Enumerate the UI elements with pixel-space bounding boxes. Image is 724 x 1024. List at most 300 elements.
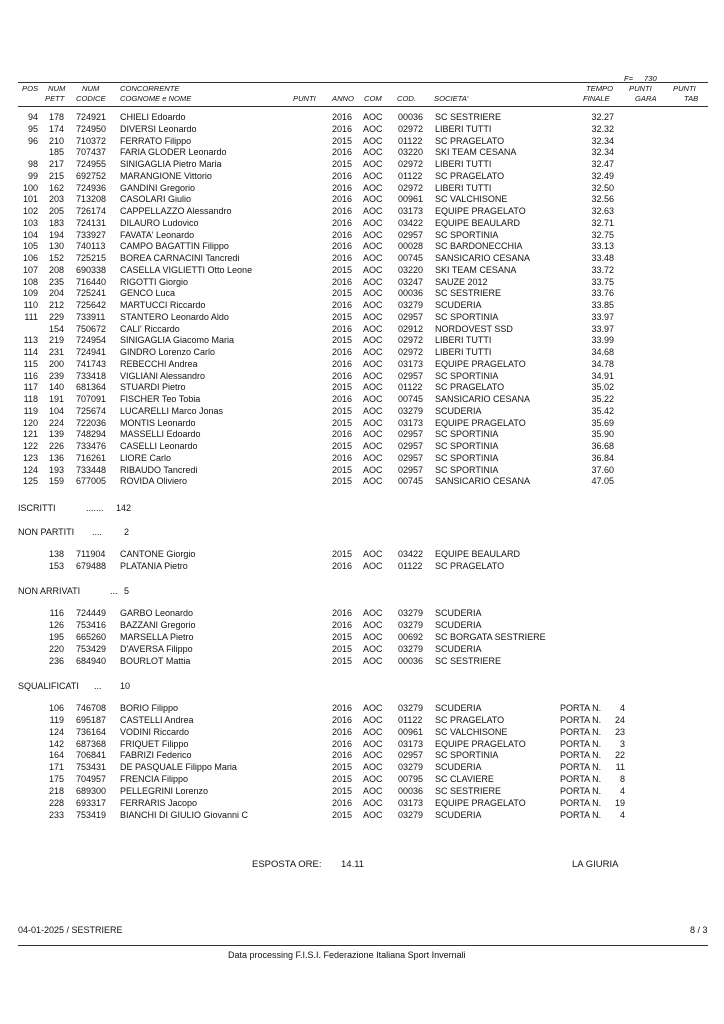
cell-pett: 164 xyxy=(48,750,64,761)
cell-pett: 215 xyxy=(48,170,64,181)
cell-name: PLATANIA Pietro xyxy=(120,561,188,571)
cell-fisi-code: 733911 xyxy=(76,311,106,322)
cell-pos: 117 xyxy=(23,382,38,393)
col-punti-tab-1: PUNTI xyxy=(673,84,696,93)
cell-pos: 114 xyxy=(23,347,38,357)
cell-anno: 2015 xyxy=(332,288,353,299)
cell-club-code: 02972 xyxy=(398,159,424,169)
cell-club-code: 01122 xyxy=(398,135,423,146)
cell-societa: EQUIPE PRAGELATO xyxy=(435,206,526,216)
cell-societa: LIBERI TUTTI xyxy=(435,182,492,193)
cell-pos: 118 xyxy=(23,394,38,404)
col-tempo-1: TEMPO xyxy=(586,84,614,93)
cell-pett: 203 xyxy=(48,194,64,205)
cell-club-code: 03247 xyxy=(398,276,424,287)
non-partiti-row xyxy=(0,561,724,573)
cell-com: AOC xyxy=(363,241,383,252)
cell-societa: SCUDERIA xyxy=(435,703,482,713)
cell-time: 32.50 xyxy=(591,182,614,193)
squalificati-label: SQUALIFICATI xyxy=(18,681,79,691)
cell-time: 32.47 xyxy=(591,159,614,169)
cell-pett: 171 xyxy=(48,762,64,773)
cell-com: AOC xyxy=(363,182,383,193)
col-cod: COD. xyxy=(397,94,416,103)
cell-pett: 212 xyxy=(48,300,64,310)
cell-com: AOC xyxy=(363,441,383,451)
cell-com: AOC xyxy=(363,714,383,725)
result-row xyxy=(0,194,724,206)
cell-pos: 116 xyxy=(23,370,38,381)
squalificati-dots: ... xyxy=(94,681,102,691)
cell-com: AOC xyxy=(363,774,383,785)
cell-societa: SC VALCHISONE xyxy=(435,726,508,737)
cell-societa: SANSICARIO CESANA xyxy=(435,394,531,404)
col-punti-tab-2: TAB xyxy=(684,94,699,103)
result-row xyxy=(0,465,724,477)
iscritti-count: 142 xyxy=(116,503,132,513)
cell-time: 32.34 xyxy=(591,147,614,158)
cell-pett: 204 xyxy=(48,288,64,299)
cell-club-code: 02972 xyxy=(398,347,424,357)
cell-societa: SC SESTRIERE xyxy=(435,785,502,796)
cell-club-code: 03279 xyxy=(398,703,424,713)
cell-porta-label: PORTA N. xyxy=(560,809,602,820)
cell-club-code: 02957 xyxy=(398,429,424,440)
cell-name: CASELLA VIGLIETTI Otto Leone xyxy=(120,264,253,275)
cell-time: 32.71 xyxy=(591,217,614,228)
footer-processing: Data processing F.I.S.I. Federazione Italiana Sport Invernali xyxy=(228,950,466,960)
cell-club-code: 02957 xyxy=(398,452,424,463)
cell-com: AOC xyxy=(363,370,383,381)
cell-societa: SC SPORTINIA xyxy=(435,311,499,322)
cell-anno: 2016 xyxy=(332,347,353,357)
cell-anno: 2016 xyxy=(332,253,353,263)
cell-club-code: 03279 xyxy=(398,608,424,618)
col-punti-gara-1: PUNTI xyxy=(629,84,652,93)
cell-anno: 2016 xyxy=(332,358,353,369)
cell-societa: NORDOVEST SSD xyxy=(435,323,513,334)
cell-pett: 194 xyxy=(48,229,64,240)
cell-pos: 124 xyxy=(22,464,38,475)
non-arrivati-count: 5 xyxy=(124,586,130,596)
col-num-cod-1: NUM xyxy=(82,84,100,93)
cell-pett: 154 xyxy=(48,323,64,334)
cell-porta-number: 24 xyxy=(614,714,625,725)
cell-pett: 174 xyxy=(48,123,64,134)
cell-pett: 142 xyxy=(48,738,64,749)
cell-club-code: 02957 xyxy=(398,441,424,451)
cell-fisi-code: 733418 xyxy=(76,370,107,381)
cell-anno: 2016 xyxy=(332,797,353,808)
cell-club-code: 00795 xyxy=(398,774,424,785)
cell-pett: 233 xyxy=(48,809,64,820)
cell-com: AOC xyxy=(363,311,383,322)
cell-pett: 175 xyxy=(48,774,64,785)
cell-club-code: 01122 xyxy=(398,561,423,571)
cell-porta-label: PORTA N. xyxy=(560,726,602,737)
cell-anno: 2015 xyxy=(332,643,353,654)
cell-name: ROVIDA Oliviero xyxy=(120,476,188,487)
cell-time: 34.78 xyxy=(591,358,614,369)
result-row xyxy=(0,335,724,347)
cell-com: AOC xyxy=(363,300,383,310)
cell-pett: 219 xyxy=(48,335,64,346)
squalificati-row xyxy=(0,810,724,822)
cell-name: MARANGIONE Vittorio xyxy=(120,170,212,181)
cell-com: AOC xyxy=(363,452,383,463)
cell-com: AOC xyxy=(363,206,383,216)
cell-anno: 2015 xyxy=(332,335,353,346)
cell-fisi-code: 736164 xyxy=(76,726,107,737)
cell-anno: 2016 xyxy=(332,182,353,193)
cell-fisi-code: 692752 xyxy=(76,170,107,181)
cell-name: GANDINI Gregorio xyxy=(120,182,196,193)
cell-porta-number: 19 xyxy=(614,797,625,808)
cell-societa: EQUIPE BEAULARD xyxy=(435,549,521,559)
cell-club-code: 01122 xyxy=(398,170,423,181)
col-num-cod-2: CODICE xyxy=(76,94,106,103)
cell-name: FERRATO Filippo xyxy=(120,135,192,146)
cell-anno: 2015 xyxy=(332,809,353,820)
cell-club-code: 03173 xyxy=(398,797,424,808)
cell-com: AOC xyxy=(363,123,383,134)
cell-societa: LIBERI TUTTI xyxy=(435,123,492,134)
cell-time: 32.27 xyxy=(591,112,614,122)
cell-societa: SCUDERIA xyxy=(435,405,482,416)
footer-page: 8 / 3 xyxy=(690,925,708,935)
non-partiti-label: NON PARTITI xyxy=(18,527,75,537)
cell-club-code: 03173 xyxy=(398,738,424,749)
cell-time: 32.34 xyxy=(591,135,614,146)
cell-fisi-code: 665260 xyxy=(76,631,107,642)
cell-time: 35.42 xyxy=(591,405,614,416)
cell-pos: 122 xyxy=(22,441,38,451)
cell-name: DE PASQUALE Filippo Maria xyxy=(120,762,237,773)
squalificati-row xyxy=(0,703,724,715)
cell-societa: SC VALCHISONE xyxy=(435,194,508,205)
cell-com: AOC xyxy=(363,159,383,169)
cell-fisi-code: 695187 xyxy=(76,714,107,725)
result-row xyxy=(0,147,724,159)
cell-societa: EQUIPE PRAGELATO xyxy=(435,797,526,808)
cell-com: AOC xyxy=(363,619,383,630)
cell-pett: 136 xyxy=(48,452,64,463)
cell-pos: 101 xyxy=(22,194,38,205)
cell-com: AOC xyxy=(363,476,383,487)
cell-fisi-code: 713208 xyxy=(76,194,107,205)
cell-fisi-code: 725241 xyxy=(76,288,107,299)
cell-fisi-code: 724941 xyxy=(76,347,107,357)
cell-porta-label: PORTA N. xyxy=(560,703,602,713)
cell-time: 35.02 xyxy=(591,382,614,393)
cell-fisi-code: 724936 xyxy=(76,182,107,193)
squalificati-row xyxy=(0,727,724,739)
result-row xyxy=(0,371,724,383)
cell-pett: 159 xyxy=(48,476,64,487)
cell-time: 36.84 xyxy=(591,452,614,463)
result-row xyxy=(0,206,724,218)
cell-name: CALI' Riccardo xyxy=(120,323,180,334)
cell-time: 32.56 xyxy=(591,194,614,205)
cell-name: RIBAUDO Tancredi xyxy=(120,464,198,475)
cell-fisi-code: 753419 xyxy=(76,809,107,820)
cell-anno: 2016 xyxy=(332,112,353,122)
cell-pett: 140 xyxy=(48,382,64,393)
cell-com: AOC xyxy=(363,276,383,287)
cell-pett: 200 xyxy=(48,358,64,369)
cell-pett: 104 xyxy=(48,405,64,416)
cell-name: FARIA GLODER Leonardo xyxy=(120,147,227,158)
cell-club-code: 01122 xyxy=(398,714,423,725)
cell-fisi-code: 677005 xyxy=(76,476,107,487)
cell-club-code: 00036 xyxy=(398,655,424,666)
result-row xyxy=(0,406,724,418)
cell-name: FABRIZI Federico xyxy=(120,750,192,761)
result-row xyxy=(0,159,724,171)
cell-societa: SC PRAGELATO xyxy=(435,561,505,571)
cell-com: AOC xyxy=(363,549,383,559)
cell-pett: 239 xyxy=(48,370,64,381)
cell-fisi-code: 746708 xyxy=(76,703,107,713)
cell-com: AOC xyxy=(363,417,383,428)
cell-porta-label: PORTA N. xyxy=(560,797,602,808)
cell-com: AOC xyxy=(363,785,383,796)
result-row xyxy=(0,218,724,230)
cell-club-code: 03279 xyxy=(398,619,424,630)
cell-name: SINIGAGLIA Pietro Maria xyxy=(120,159,222,169)
col-pos: POS xyxy=(22,84,39,93)
cell-societa: SC SPORTINIA xyxy=(435,441,499,451)
cell-pos: 105 xyxy=(22,241,38,252)
cell-club-code: 00036 xyxy=(398,785,424,796)
cell-pos: 115 xyxy=(23,358,38,369)
cell-name: GENCO Luca xyxy=(120,288,176,299)
non-arrivati-row xyxy=(0,656,724,668)
squalificati-row xyxy=(0,750,724,762)
result-row xyxy=(0,312,724,324)
cell-societa: SC SPORTINIA xyxy=(435,750,499,761)
cell-com: AOC xyxy=(363,394,383,404)
cell-com: AOC xyxy=(363,135,383,146)
cell-pett: 178 xyxy=(48,112,64,122)
cell-anno: 2015 xyxy=(332,476,353,487)
cell-pos: 121 xyxy=(22,429,38,440)
cell-societa: EQUIPE BEAULARD xyxy=(435,217,521,228)
cell-pett: 205 xyxy=(48,206,64,216)
cell-fisi-code: 753416 xyxy=(76,619,107,630)
cell-anno: 2015 xyxy=(332,655,353,666)
cell-societa: SCUDERIA xyxy=(435,608,482,618)
cell-anno: 2015 xyxy=(332,464,353,475)
col-anno: ANNO xyxy=(332,94,354,103)
cell-com: AOC xyxy=(363,643,383,654)
non-arrivati-row xyxy=(0,632,724,644)
cell-fisi-code: 741743 xyxy=(76,358,107,369)
cell-club-code: 00028 xyxy=(398,241,424,252)
cell-anno: 2016 xyxy=(332,170,353,181)
cell-pos: 108 xyxy=(22,276,38,287)
result-row xyxy=(0,288,724,300)
cell-pos: 120 xyxy=(22,417,38,428)
cell-societa: SCUDERIA xyxy=(435,300,482,310)
cell-fisi-code: 724954 xyxy=(76,335,107,346)
cell-name: CASOLARI Giulio xyxy=(120,194,192,205)
cell-name: GARBO Leonardo xyxy=(120,608,194,618)
result-row xyxy=(0,300,724,312)
cell-club-code: 03173 xyxy=(398,358,424,369)
cell-club-code: 02972 xyxy=(398,182,424,193)
cell-fisi-code: 750672 xyxy=(76,323,107,334)
col-com: COM xyxy=(364,94,382,103)
cell-com: AOC xyxy=(363,655,383,666)
cell-porta-label: PORTA N. xyxy=(560,750,602,761)
cell-porta-number: 4 xyxy=(619,703,625,713)
cell-pett: 224 xyxy=(48,417,64,428)
cell-anno: 2016 xyxy=(332,241,353,252)
result-row xyxy=(0,171,724,183)
squalificati-row xyxy=(0,786,724,798)
cell-pos: 96 xyxy=(27,135,38,146)
cell-name: FISCHER Teo Tobia xyxy=(120,394,201,404)
cell-com: AOC xyxy=(363,358,383,369)
non-partiti-count: 2 xyxy=(124,527,130,537)
cell-anno: 2016 xyxy=(332,229,353,240)
cell-name: VODINI Riccardo xyxy=(120,726,190,737)
cell-fisi-code: 710372 xyxy=(76,135,107,146)
cell-com: AOC xyxy=(363,112,383,122)
cell-pos: 99 xyxy=(27,170,38,181)
cell-pos: 106 xyxy=(22,253,38,263)
cell-club-code: 02972 xyxy=(398,123,424,134)
cell-societa: SC PRAGELATO xyxy=(435,714,505,725)
cell-societa: SANSICARIO CESANA xyxy=(435,476,531,487)
cell-com: AOC xyxy=(363,750,383,761)
cell-pett: 235 xyxy=(48,276,64,287)
cell-pos: 123 xyxy=(22,452,38,463)
cell-anno: 2016 xyxy=(332,394,353,404)
cell-pett: 124 xyxy=(48,726,64,737)
cell-name: BORIO Filippo xyxy=(120,703,179,713)
cell-fisi-code: 725215 xyxy=(76,253,107,263)
f-value: 730 xyxy=(644,74,657,83)
cell-com: AOC xyxy=(363,335,383,346)
cell-club-code: 02957 xyxy=(398,229,424,240)
cell-club-code: 00961 xyxy=(398,194,424,205)
result-row xyxy=(0,277,724,289)
cell-com: AOC xyxy=(363,703,383,713)
cell-pett: 231 xyxy=(48,347,64,357)
cell-name: CHIELI Edoardo xyxy=(120,112,186,122)
cell-name: MASSELLI Edoardo xyxy=(120,429,201,440)
cell-time: 32.49 xyxy=(591,170,614,181)
cell-anno: 2016 xyxy=(332,714,353,725)
cell-name: BOURLOT Mattia xyxy=(120,655,191,666)
cell-pos: 110 xyxy=(23,300,38,310)
cell-name: FRIQUET Filippo xyxy=(120,738,189,749)
non-arrivati-label: NON ARRIVATI xyxy=(18,586,81,596)
cell-time: 37.60 xyxy=(591,464,614,475)
cell-porta-label: PORTA N. xyxy=(560,785,602,796)
result-row xyxy=(0,441,724,453)
cell-anno: 2015 xyxy=(332,264,353,275)
cell-porta-label: PORTA N. xyxy=(560,714,602,725)
result-row xyxy=(0,476,724,488)
cell-name: CANTONE Giorgio xyxy=(120,549,196,559)
cell-name: CASTELLI Andrea xyxy=(120,714,194,725)
cell-fisi-code: 740113 xyxy=(76,241,106,252)
result-row xyxy=(0,347,724,359)
cell-fisi-code: 716440 xyxy=(76,276,107,287)
cell-anno: 2016 xyxy=(332,608,353,618)
cell-pos: 98 xyxy=(27,159,38,169)
cell-porta-label: PORTA N. xyxy=(560,738,602,749)
cell-name: MARSELLA Pietro xyxy=(120,631,194,642)
col-punti: PUNTI xyxy=(293,94,316,103)
squalificati-count: 10 xyxy=(120,681,131,691)
cell-fisi-code: 689300 xyxy=(76,785,107,796)
cell-pett: 210 xyxy=(48,135,64,146)
result-row xyxy=(0,453,724,465)
cell-com: AOC xyxy=(363,253,383,263)
result-row xyxy=(0,183,724,195)
cell-anno: 2015 xyxy=(332,135,353,146)
cell-anno: 2015 xyxy=(332,785,353,796)
cell-anno: 2016 xyxy=(332,323,353,334)
cell-anno: 2015 xyxy=(332,405,353,416)
cell-anno: 2016 xyxy=(332,206,353,216)
cell-societa: SAUZE 2012 xyxy=(435,276,488,287)
cell-anno: 2015 xyxy=(332,159,353,169)
cell-porta-label: PORTA N. xyxy=(560,774,602,785)
cell-pett: 183 xyxy=(48,217,64,228)
cell-anno: 2015 xyxy=(332,762,353,773)
cell-fisi-code: 733448 xyxy=(76,464,107,475)
cell-club-code: 00692 xyxy=(398,631,424,642)
result-row xyxy=(0,418,724,430)
cell-fisi-code: 733927 xyxy=(76,229,107,240)
cell-com: AOC xyxy=(363,405,383,416)
cell-name: GINDRO Lorenzo Carlo xyxy=(120,347,216,357)
cell-com: AOC xyxy=(363,561,383,571)
cell-anno: 2015 xyxy=(332,417,353,428)
cell-club-code: 00745 xyxy=(398,253,424,263)
cell-time: 33.97 xyxy=(591,311,614,322)
cell-fisi-code: 679488 xyxy=(76,561,107,571)
cell-anno: 2016 xyxy=(332,123,353,134)
cell-club-code: 02912 xyxy=(398,323,424,334)
cell-societa: LIBERI TUTTI xyxy=(435,347,492,357)
cell-societa: SANSICARIO CESANA xyxy=(435,253,531,263)
cell-anno: 2016 xyxy=(332,370,353,381)
cell-pett: 217 xyxy=(48,159,64,169)
cell-com: AOC xyxy=(363,738,383,749)
squalificati-row xyxy=(0,739,724,751)
cell-pett: 185 xyxy=(48,147,64,158)
cell-pett: 139 xyxy=(48,429,64,440)
cell-name: FAVATA' Leonardo xyxy=(120,229,195,240)
cell-club-code: 03279 xyxy=(398,762,424,773)
cell-club-code: 03279 xyxy=(398,809,424,820)
cell-societa: SC SESTRIERE xyxy=(435,112,502,122)
cell-fisi-code: 748294 xyxy=(76,429,107,440)
cell-time: 47.05 xyxy=(591,476,614,487)
cell-pos: 94 xyxy=(27,112,38,122)
cell-pos: 109 xyxy=(22,288,38,299)
cell-fisi-code: 722036 xyxy=(76,417,107,428)
result-row xyxy=(0,359,724,371)
cell-com: AOC xyxy=(363,170,383,181)
cell-name: LUCARELLI Marco Jonas xyxy=(120,405,224,416)
